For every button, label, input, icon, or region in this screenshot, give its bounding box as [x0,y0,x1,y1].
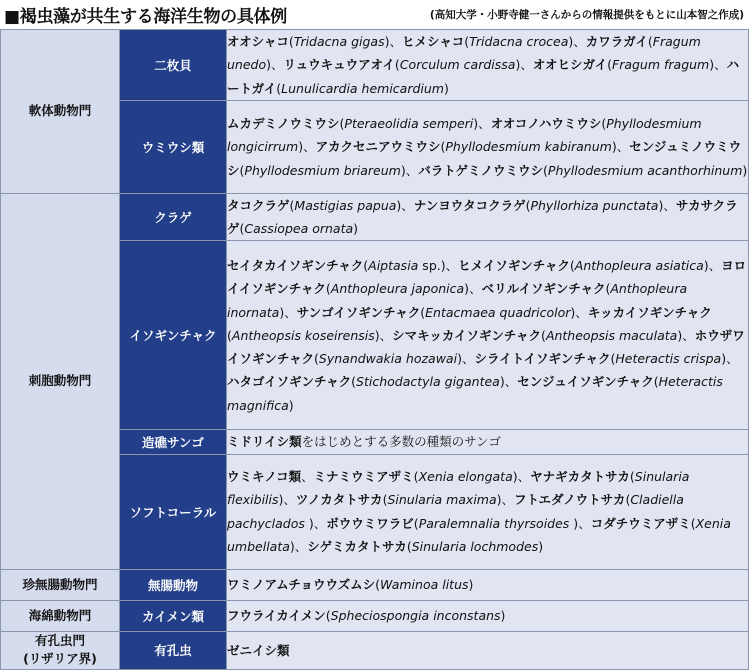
species-name: カワラガイ [585,34,648,49]
species-name: ミドリイシ類 [227,434,302,450]
species-name: ミナミウミアザミ [313,469,414,485]
scientific-name: Xenia elongata [418,469,513,485]
paren-open: ( [406,539,412,555]
species-name: バラトゲミノウミウシ [418,162,544,178]
species-name: サカサクラゲ [227,197,738,237]
species-name: シマキッカイソギンチャク [392,327,542,343]
group-cell [120,241,227,430]
species-cell [227,569,749,600]
table-row [1,193,749,241]
comma-separator: 、 [520,57,533,73]
paren-open: ( [351,374,357,390]
scientific-name: Stichodactyla gigantea [356,374,500,390]
species-name: フトエダノウトサカ [514,492,626,508]
paren-close: ) [515,57,521,73]
species-name: シゲミカタトサカ [307,539,407,555]
paren-close: ) [440,257,446,273]
paren-close: ) [499,374,505,390]
comma-separator: 、 [682,327,695,343]
species-name: オオヒシガイ [532,57,608,73]
paren-close: ) [266,57,272,73]
paren-close: ) [500,608,506,624]
paren-open: ( [288,34,294,49]
species-cell [227,631,749,669]
paren-close: ) [308,515,314,531]
comma-separator: 、 [389,34,403,49]
scientific-name: Phyllodesmium acanthorhinum [547,162,743,178]
group-cell [120,100,227,193]
group-label: イソギンチャク [129,328,217,344]
comma-separator: 、 [517,469,531,485]
scientific-name: Anthopleura japonica [330,281,465,297]
paren-close: ) [468,577,474,593]
species-name: センジュイソギンチャク [517,374,654,390]
paren-open: ( [325,281,331,297]
scientific-name: Phyllodesmium briareum [244,162,401,178]
paren-open: ( [413,515,419,531]
species-note: をはじめとする多数の種類のサンゴ [301,434,502,450]
phylum-label: 刺胞動物門 [28,373,92,389]
paren-open: ( [610,351,616,367]
group-label: 二枚貝 [154,57,192,73]
paren-close: ) [677,327,683,343]
scientific-name: Corculum cardissa [399,57,516,73]
scientific-name: Mastigias papua [294,197,397,213]
species-name: ウミキノコ類 [227,469,302,485]
paren-close: ) [703,257,709,273]
group-label: ソフトコーラル [129,504,217,520]
paren-close: ) [353,221,359,237]
species-name: オオシャコ [227,34,289,49]
phylum-cell [1,30,120,194]
paren-open: ( [625,492,631,508]
scientific-name: Antheopsis maculata [545,327,678,343]
scientific-name: Cladiella pachyclados [227,492,684,531]
phylum-cell [1,569,120,600]
comma-separator: 、 [726,351,739,367]
species-name: コダチウミアザミ [590,515,691,531]
paren-open: ( [647,34,653,49]
species-name: ナンヨウタコクラゲ [413,197,526,213]
paren-close: ) [496,492,502,508]
paren-open: ( [239,221,245,237]
paren-open: ( [325,608,331,624]
source-credit: (高知大学・小野寺健一さんからの情報提供をもとに山本智之作成) [429,9,744,21]
comma-separator: 、 [284,304,297,320]
header [0,0,750,29]
comma-separator: 、 [501,492,515,508]
species-name: ハタゴイソギンチャク [227,374,352,390]
species-name: ゼニイシ類 [227,642,290,658]
scientific-name: Tridacna crocea [469,34,569,49]
scientific-name: Cassiopea ornata [244,221,354,237]
paren-open: ( [394,57,400,73]
paren-open: ( [569,257,575,273]
paren-close: ) [573,515,579,531]
table-row [1,631,749,669]
comma-separator: 、 [578,515,591,531]
species-name: タコクラゲ [227,197,290,213]
paren-close: ) [279,304,285,320]
scientific-name: Phyllodesmium kabiranum [445,139,612,155]
paren-close: ) [444,80,449,96]
species-name: ホウザワイソギンチャク [227,327,745,367]
phylum-cell [1,631,120,669]
scientific-name: Fragum unedo [227,34,701,73]
comma-separator: 、 [575,304,588,320]
species-cell [227,454,749,569]
comma-separator: 、 [714,57,727,73]
scientific-name: Spheciospongia inconstans [330,608,501,624]
species-name: セイタカイソギンチャク [227,257,364,273]
table-row [1,600,749,631]
phylum-label: 珍無腸動物門 [22,576,98,592]
scientific-name: Waminoa litus [380,577,469,593]
paren-open: ( [653,374,659,390]
species-name: ヒメイソギンチャク [458,257,570,273]
species-name: ツノカタトサカ [295,492,383,508]
paren-close: ) [611,139,617,155]
species-name: ボウウミワラビ [326,515,414,531]
paren-close: ) [298,139,304,155]
species-cell [227,100,749,193]
scientific-name: Sinularia maxima [387,492,497,508]
table-row [1,30,749,101]
species-cell [227,241,749,430]
scientific-name: Fragum fragum [612,57,710,73]
paren-close: ) [384,34,390,49]
paren-open: ( [413,469,419,485]
scientific-name: Heteractis crispa [615,351,722,367]
group-label: クラゲ [154,210,192,226]
comma-separator: 、 [708,257,722,273]
paren-close: ) [742,162,748,178]
paren-open: ( [605,281,611,297]
phylum-label: 海綿動物門 [28,607,92,623]
phylum-label: 有孔虫門 [34,633,85,649]
paren-close: ) [374,327,380,343]
paren-open: ( [363,257,369,273]
scientific-name: Sinularia lochmodes [411,539,539,555]
scientific-name: Anthopleura asiatica [574,257,704,273]
paren-open: ( [607,57,612,73]
comma-separator: 、 [313,515,327,531]
paren-close: ) [464,281,470,297]
species-name: ムカデミノウミウシ [227,115,340,131]
scientific-name: Pteraeolidia semperi [344,115,474,131]
comma-separator: 、 [663,197,676,213]
group-label: 無腸動物 [147,577,198,593]
phylum-cell [1,193,120,569]
paren-close: ) [538,539,544,555]
comma-separator: 、 [504,374,518,390]
comma-separator: 、 [303,139,316,155]
species-name: センジュミノウミウシ [227,139,742,178]
paren-open: ( [543,162,548,178]
paren-open: ( [629,469,635,485]
group-cell [120,454,227,569]
paren-close: ) [396,197,402,213]
comma-separator: 、 [283,492,296,508]
scientific-name: Paralemnalia thyrsoides [418,515,574,531]
scientific-name: Anthopleura inornata [227,281,688,320]
species-cell [227,193,749,241]
paren-open: ( [440,139,446,155]
group-label: 有孔虫 [154,643,192,659]
comma-separator: 、 [469,281,482,297]
species-name: ハートガイ [227,57,740,96]
species-name: シライトイソギンチャク [474,351,611,367]
paren-close: ) [288,397,294,413]
paren-open: ( [314,351,319,367]
paren-open: ( [339,115,345,131]
scientific-name: Sinularia flexibilis [227,469,690,508]
species-suffix: sp. [418,257,441,273]
group-label: カイメン類 [141,608,204,624]
species-name: ベリルイソギンチャク [481,281,606,297]
paren-open: ( [289,197,295,213]
group-cell [120,30,227,101]
paren-open: ( [276,80,282,96]
comma-separator: 、 [478,115,491,131]
paren-close: ) [512,469,518,485]
paren-close: ) [658,197,664,213]
scientific-name: Heteractis magnifica [227,374,723,413]
scientific-name: Xenia umbellata [227,515,731,555]
phylum-cell [1,600,120,631]
paren-close: ) [709,57,715,73]
paren-close: ) [278,492,284,508]
species-name: フウライカイメン [227,608,326,624]
paren-open: ( [464,34,470,49]
group-cell [120,569,227,600]
species-name: ヨロイイソギンチャク [227,257,747,297]
species-cell [227,30,749,101]
scientific-name: Entacmaea quadricolor [425,304,571,320]
table-row [1,569,749,600]
paren-close: ) [568,34,574,49]
species-name: リュウキュウアオイ [283,57,395,73]
paren-open: ( [541,327,546,343]
comma-separator: 、 [616,139,630,155]
paren-open: ( [227,327,232,343]
paren-open: ( [525,197,531,213]
paren-open: ( [601,115,607,131]
paren-open: ( [420,304,426,320]
comma-separator: 、 [271,57,284,73]
scientific-name: Tridacna gigas [293,34,385,49]
scientific-name: Antheopsis koseirensis [231,327,375,343]
scientific-name: Aiptasia [368,257,419,273]
species-table [0,29,749,670]
comma-separator: 、 [461,351,475,367]
group-cell [120,430,227,454]
group-label: 造礁サンゴ [142,435,204,451]
paren-open: ( [375,577,381,593]
paren-close: ) [457,351,462,367]
paren-close: ) [473,115,479,131]
scientific-name: Lunulicardia hemicardium [281,80,444,96]
paren-close: ) [721,351,727,367]
scientific-name: Phyllorhiza punctata [530,197,659,213]
species-name: サンゴイソギンチャク [296,304,421,320]
paren-open: ( [239,162,245,178]
paren-open: ( [382,492,388,508]
species-name: オオコノハウミウシ [490,115,602,131]
paren-close: ) [289,539,295,555]
page-title: ■褐虫藻が共生する海洋生物の具体例 [4,7,287,27]
paren-open: ( [690,515,696,531]
phylum-sub-label: (リザリア界) [23,651,97,667]
paren-close: ) [570,304,576,320]
group-cell [120,193,227,241]
species-name: アカクセニアウミウシ [315,139,441,155]
comma-separator: 、 [379,327,393,343]
comma-separator: 、 [573,34,586,49]
comma-separator: 、 [294,539,308,555]
scientific-name: Synandwakia hozawai [318,351,458,367]
species-cell [227,600,749,631]
comma-separator: 、 [405,162,419,178]
group-cell [120,600,227,631]
group-cell [120,631,227,669]
species-name: ヤナギカタトサカ [530,469,630,485]
scientific-name: Phyllodesmium longicirrum [227,115,702,155]
comma-separator: 、 [445,257,459,273]
group-label: ウミウシ類 [141,139,205,155]
comma-separator: 、 [301,469,314,485]
paren-close: ) [400,162,406,178]
species-name: キッカイソギンチャク [587,304,712,320]
comma-separator: 、 [401,197,414,213]
species-cell [227,430,749,454]
phylum-label: 軟体動物門 [28,103,92,119]
species-name: ワミノアムチョウウズムシ [227,577,376,593]
species-name: ヒメシャコ [402,34,465,49]
